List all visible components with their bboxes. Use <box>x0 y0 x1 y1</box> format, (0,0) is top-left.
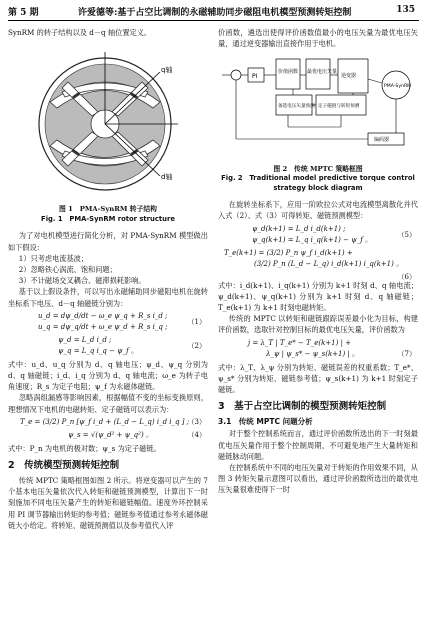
assumption-intro: 为了对电机模型进行简化分析，对 PMA-SynRM 模型做出如下假设： <box>8 231 208 252</box>
eq6-line-a: T_e(k+1) = (3/2) P_n ψ_f i_d(k+1) + <box>224 248 353 257</box>
fig2-caption-en-2: strategy block diagram <box>273 183 363 192</box>
symbol-definitions-3: 式中：i_d(k+1)、i_q(k+1) 分别为 k+1 时刻 d、q 轴电流；ψ_d(k+1)、ψ_q(k+1) 分别为 k+1 时刻 d、q 轴磁链；T_e(k+1) 为 k+1 时刻电磁转矩。 <box>218 280 418 312</box>
section-3-1-para-2: 在控制系统中不同的电压矢量对于转矩的作用效果不同，从图 3 转矩矢量示意图可以看出，通过评价函数所选出的最优电压矢量很难使得下一时 <box>218 462 418 495</box>
intro-line: SynRM 的转子结构以及 d－q 轴位置定义。 <box>8 28 152 37</box>
eq7-line-b: λ_ψ | ψ_s* − ψ_s(k+1) | 。 <box>266 349 360 358</box>
eq2-line-a: ψ_d = L_d i_d ; <box>58 335 112 344</box>
eq1-line-b: u_q = dψ_q/dt + ω_e ψ_d + R_s i_q ; <box>38 322 168 331</box>
equation-1 <box>8 311 208 333</box>
assumption-2: 2）忽略铁心涡流、饱和问题； <box>18 265 117 275</box>
section-3-1-para-1: 对于整个控制系统而言，通过评价函数所选出的下一时刻最优电压矢量作用于整个控制周期，不可避免地产生大量转矩和磁链脉动问题。 <box>218 429 418 461</box>
q-axis-label: q轴 <box>161 66 173 75</box>
torque-flux-intro: 忽略涡组漏感等影响因素，根据幅值不变的坐标变换原则，理想情况下电机的电磁转矩、定子磁链可以表示为： <box>8 393 208 414</box>
rotor-structure-diagram <box>10 42 206 202</box>
section-2-body: 传统 MPTC 策略框图如图 2 所示。将逆变器可以产生的 7 个基本电压矢量依次代入转矩和磁链预测模型，计算出下一时刻施加不同电压矢量产生的转矩和磁链幅值。速度外环控制采用 PI 调节器输出转矩的参考值；磁链参考值通过参考永磁体磁链大小给定。将转矩、磁链预测值以及参考值代入评 <box>8 476 208 530</box>
encoder-label: 编码器 <box>374 137 390 144</box>
pi-block-label: PI <box>252 73 258 81</box>
eq7-number: （7） <box>397 349 416 358</box>
eq5-line-b: ψ_q(k+1) = L_q i_q(k+1) − ψ_f 。 <box>252 235 373 244</box>
eq4-line: ψ_s = √(ψ_d² + ψ_q²) 。 <box>68 430 153 439</box>
prediction-model-intro: 在旋转坐标系下，应用一阶欧拉公式对电流模型离散化并代入式（2）、式（3）可得转矩、磁链预测模型： <box>218 200 418 221</box>
symbol-definitions-1: 式中：u_d、u_q 分别为 d、q 轴电压；ψ_d、ψ_q 分别为 d、q 轴磁链；i_d、i_q 分别为 d、q 轴电流；ω_e 为转子电角速度；R_s 为定子电阻；ψ_f 为永磁体磁链。 <box>8 359 208 392</box>
equation-2 <box>8 335 208 357</box>
eq6-number: （6） <box>397 272 416 281</box>
eq2-number: （2） <box>187 341 206 350</box>
eq3-number: （3） <box>187 417 206 426</box>
equation-7 <box>218 338 418 360</box>
eq5-line-a: ψ_d(k+1) = L_d i_d(k+1) ; <box>252 224 346 233</box>
equation-6 <box>218 248 418 281</box>
assumption-1: 1）只考虑电流基波； <box>18 253 89 263</box>
fig1-caption-cn: 图 1 PMA-SynRM 转子结构 <box>59 205 157 214</box>
eq4-number: （4） <box>187 430 206 439</box>
section-3-1-heading: 3.1 传统 MPTC 问题分析 <box>218 417 313 427</box>
equation-4 <box>8 430 208 441</box>
eq5-number: （5） <box>397 230 416 239</box>
fig2-caption-en-1: Fig. 2 Traditional model predictive torque control <box>221 174 415 183</box>
flux-torque-pred-label: 定子磁链与转矩预测 <box>318 104 360 110</box>
figure-2 <box>218 53 418 193</box>
figure-1 <box>8 42 208 224</box>
d-axis-label: d轴 <box>161 173 173 182</box>
continuation-paragraph: 价函数，遴选出使得评价函数值最小的电压矢量为最优电压矢量，通过逆变器输出直接作用于电机。 <box>218 28 418 49</box>
right-column <box>218 27 418 496</box>
eq7-line-a: j = λ_T | T_e* − T_e(k+1) | + <box>248 338 352 347</box>
equation-5 <box>218 224 418 246</box>
cost-function-intro: 传统的 MPTC 以转矩和磁链跟踪误差最小化为目标，构建评价函数，选取针对控制目标的最优电压矢量，评价函数为 <box>218 314 418 335</box>
equation-3 <box>8 417 208 428</box>
page-number: 135 <box>396 5 415 15</box>
fig1-caption-en: Fig. 1 PMA-SynRM rotor structure <box>41 214 175 223</box>
opt-vector-block-label: 最优电压矢量 <box>307 69 338 76</box>
page-header <box>8 5 419 19</box>
inverter-block-label: 逆变器 <box>341 73 357 80</box>
section-3-heading: 3 基于占空比调制的模型预测转矩控制 <box>218 401 387 413</box>
eq6-line-b: (3/2) P_n (L_d − L_q) i_d(k+1) i_q(k+1) 。 <box>254 259 404 268</box>
section-2-heading: 2 传统模型预测转矩控制 <box>8 460 120 472</box>
left-column <box>8 27 208 531</box>
symbol-definitions-2: 式中：P_n 为电机的极对数；ψ_s 为定子磁链。 <box>8 443 161 453</box>
pred-block-label: 备选电压矢量预测 <box>278 104 315 110</box>
running-title: 许爱德等:基于占空比调制的永磁辅助同步磁阻电机模型预测转矩控制 <box>78 8 352 18</box>
eq2-line-b: ψ_q = L_q i_q − ψ_f 。 <box>58 346 138 355</box>
fig2-caption-cn: 图 2 传统 MPTC 策略框图 <box>273 164 363 173</box>
eq1-line-a: u_d = dψ_d/dt − ω_e ψ_q + R_s i_d ; <box>38 311 168 320</box>
eval-block-label: 价值函数 <box>278 69 299 76</box>
issue-number: 第 5 期 <box>8 8 39 18</box>
symbol-definitions-4: 式中：λ_T、λ_ψ 分别为转矩、磁链误差的权重系数；T_e*、ψ_s* 分别为转矩、磁链参考值；ψ_s(k+1) 为 k+1 时刻定子磁链。 <box>218 362 418 394</box>
assumption-3: 3）不计磁场交叉耦合、磁滞损耗影响。 <box>18 276 146 286</box>
motor-label: PMA-SynRM <box>384 84 412 90</box>
header-rule <box>8 20 419 21</box>
mptc-block-diagram <box>218 53 418 161</box>
voltage-flux-intro: 基于以上假设条件，可以写出永磁辅助同步磁阻电机在旋转坐标系下电压、d－q 轴磁链分别为： <box>8 287 208 308</box>
eq1-number: （1） <box>187 317 206 326</box>
eq3-line: T_e = (3/2) P_n [ψ_f i_d + (L_d − L_q) i_d i_q ] ; <box>20 417 190 426</box>
